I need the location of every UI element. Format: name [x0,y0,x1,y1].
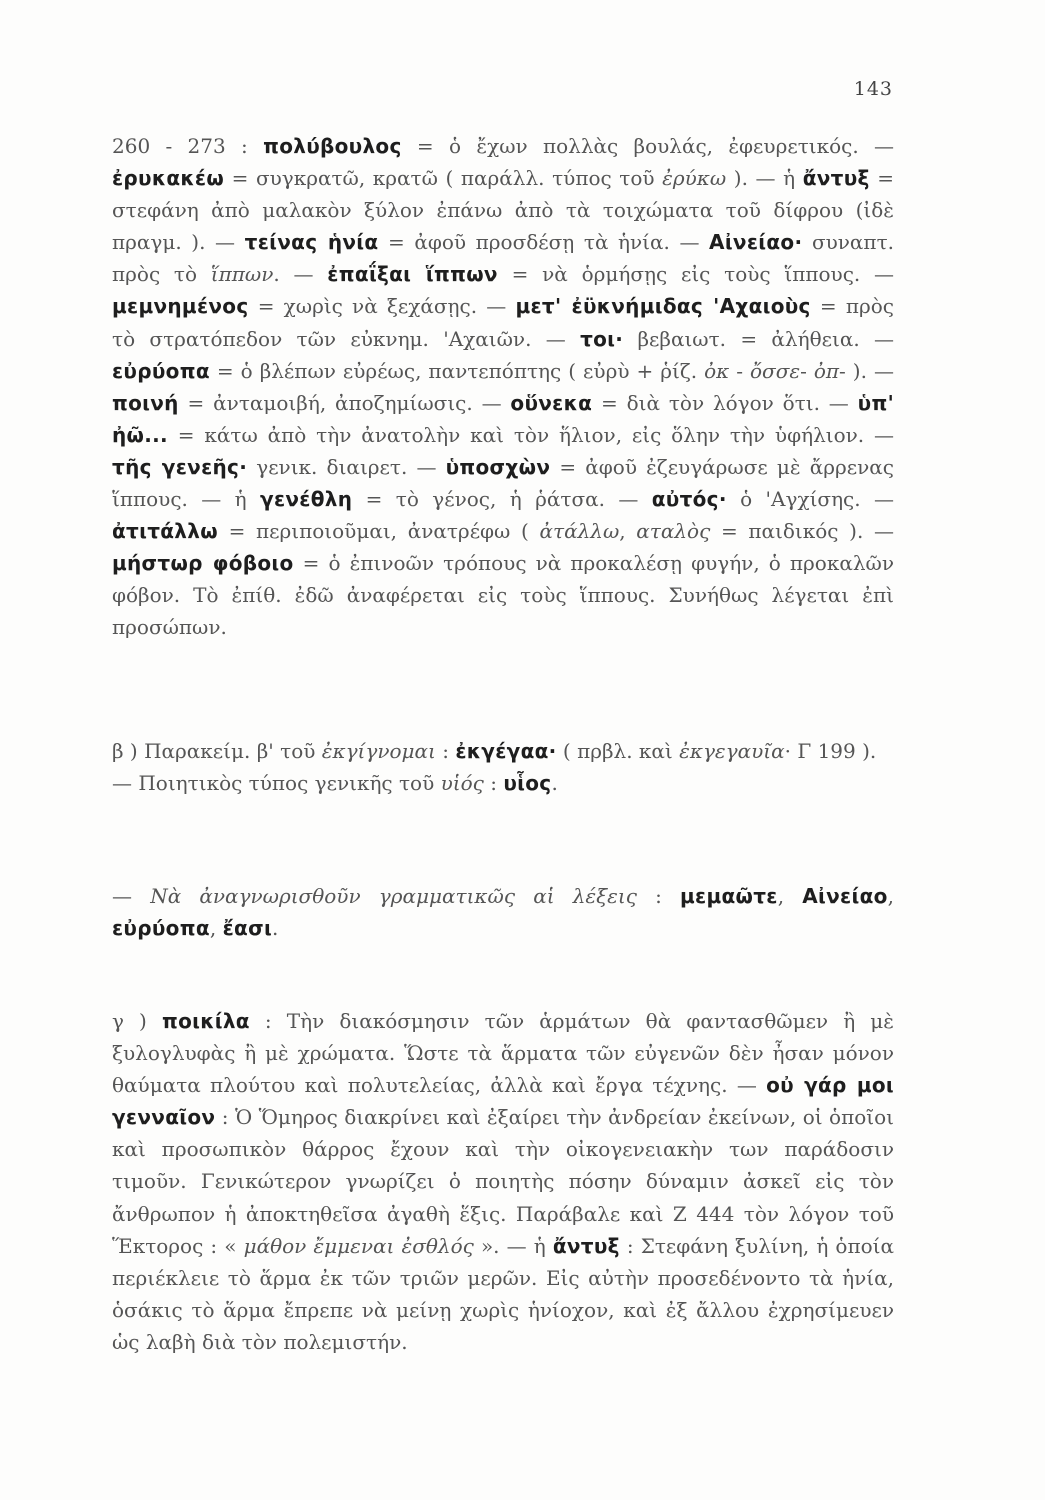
paragraph-exercise: — Νὰ ἀναγνωρισθοῦν γραμματικῶς αἱ λέξεις : μεμαῶτε, Αἰνείαο, εὐρύοπα, ἔασι. [112,884,895,941]
page-number: 143 [853,78,893,100]
paragraph-grammar-notes: β ) Παρακείμ. β' τοῦ ἐκγίγνομαι : ἐκγέγαα· ( πρβλ. καὶ ἐκγεγαυῖα· Γ 199 ). — Ποιητικὸς τύπος γενικῆς τοῦ υἱός : υἷος. [112,739,877,796]
paragraph-commentary: γ ) ποικίλα : Τὴν διακόσμησιν τῶν ἁρμάτων θὰ φαντασθῶμεν ἢ μὲ ξυλογλυφὰς ἢ μὲ χρώματα. Ὥστε τὰ ἅρματα τῶν εὐγενῶν δὲν ἦσαν μόνον θαύματα πλούτου καὶ πολυτελείας, ἀλλὰ καὶ ἔργα τέχνης. — οὐ γάρ μοι γενναῖον : Ὁ Ὅμηρος διακρίνει καὶ ἐξαίρει τὴν ἀνδρείαν ἐκείνων, οἱ ὁποῖοι καὶ προσωπικὸν θάρρος ἔχουν καὶ τὴν οἰκογενειακὴν των παράδοσιν τιμοῦν. Γενικώτερον γνωρίζει ὁ ποιητὴς πόσην δύναμιν ἀσκεῖ εἰς τὸν ἄνθρωπον ἡ ἀποκτηθεῖσα ἀγαθὴ ἕξις. Παράβαλε καὶ Ζ 444 τὸν λόγον τοῦ Ἕκτορος : « μάθον ἔμμεναι ἐσθλός ». — ἡ ἄντυξ : Στεφάνη ξυλίνη, ἡ ὁποία περιέκλειε τὸ ἅρμα ἐκ τῶν τριῶν μερῶν. Εἰς αὐτὴν προσεδένοντο τὰ ἡνία, ὁσάκις τὸ ἅρμα ἔπρεπε νὰ μείνῃ χωρὶς ἡνίοχον, καὶ ἐξ ἄλλου ἐχρησίμευεν ὡς λαβὴ διὰ τὸν πολεμιστήν. [112,1009,894,1354]
paragraph-lexical-notes: 260 - 273 : πολύβουλος = ὁ ἔχων πολλὰς βουλάς, ἐφευρετικός. — ἐρυκακέω = συγκρατῶ, κρατῶ ( παράλλ. τύπος τοῦ ἐρύκω ). — ἡ ἄντυξ = στεφάνη ἀπὸ μαλακὸν ξύλον ἐπάνω ἀπὸ τὰ τοιχώματα τοῦ δίφρου (ἰδὲ πραγμ. ). — τείνας ἡνία = ἀφοῦ προσδέσῃ τὰ ἡνία. — Αἰνείαο· συναπτ. πρὸς τὸ ἵππων. — ἐπαΐξαι ἵππων = νὰ ὁρμήσῃς εἰς τοὺς ἵππους. — μεμνημένος = χωρὶς νὰ ξεχάσῃς. — μετ' ἐϋκνήμιδας 'Αχαιοὺς = πρὸς τὸ στρατόπεδον τῶν εὐκνημ. 'Αχαιῶν. — τοι· βεβαιωτ. = ἀλήθεια. — εὐρύοπα = ὁ βλέπων εὐρέως, παντεπόπτης ( εὐρὺ + ῥίζ. ὀκ - ὄσσε- ὀπ- ). — ποινή = ἀνταμοιβή, ἀποζημίωσις. — οὕνεκα = διὰ τὸν λόγον ὅτι. — ὑπ' ἠῶ... = κάτω ἀπὸ τὴν ἀνατολὴν καὶ τὸν ἥλιον, εἰς ὅλην τὴν ὑφήλιον. — τῆς γενεῆς· γενικ. διαιρετ. — ὑποσχὼν = ἀφοῦ ἐζευγάρωσε μὲ ἄρρενας ἵππους. — ἡ γενέθλη = τὸ γένος, ἡ ῥάτσα. — αὐτός· ὁ 'Αγχίσης. — ἀτιτάλλω = περιποιοῦμαι, ἀνατρέφω ( ἀτάλλω, αταλὸς = παιδικός ). — μήστωρ φόβοιο = ὁ ἐπινοῶν τρόπους νὰ προκαλέσῃ φυγήν, ὁ προκαλῶν φόβον. Τὸ ἐπίθ. ἐδῶ ἀναφέρεται εἰς τοὺς ἵππους. Συνήθως λέγεται ἐπὶ προσώπων. [112,134,895,640]
